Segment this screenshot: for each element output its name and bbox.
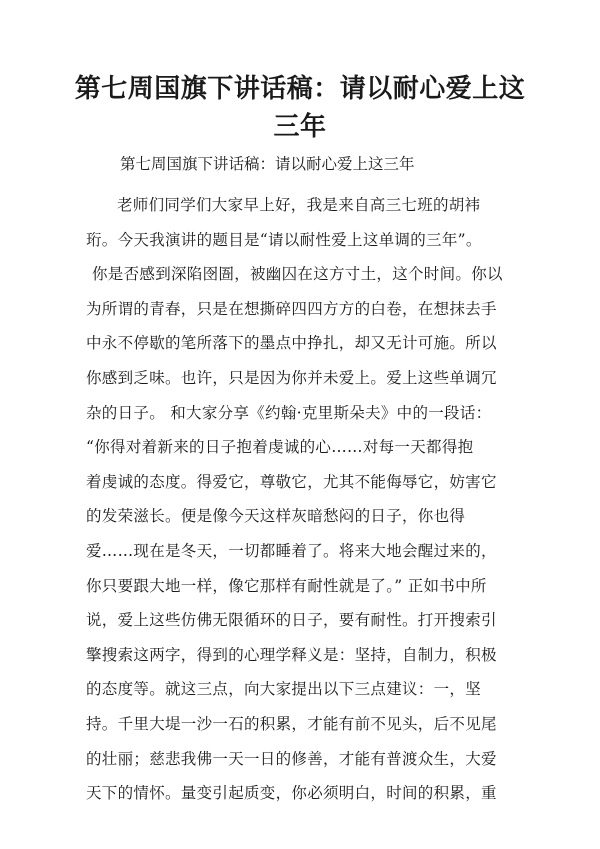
body-line: 你感到乏味。也许，只是因为你并未爱上。爱上这些单调冗 (86, 368, 497, 387)
body-line: 的态度等。就这三点，向大家提出以下三点建议：一，坚 (86, 680, 482, 699)
body-line: 的发荣滋长。便是像今天这样灰暗愁闷的日子，你也得 (86, 507, 466, 526)
body-line: 你只要跟大地一样，像它那样有耐性就是了。” 正如书中所 (86, 576, 487, 595)
body-line: 天下的情怀。量变引起质变，你必须明白，时间的积累，重 (86, 784, 497, 803)
body-line: 中永不停歇的笔所落下的墨点中挣扎，却又无计可施。所以 (86, 334, 497, 353)
document-subtitle: 第七周国旗下讲话稿：请以耐心爱上这三年 (120, 155, 415, 173)
body-line: 杂的日子。 和大家分享《约翰·克里斯朵夫》中的一段话： (86, 403, 492, 422)
document-title (70, 70, 530, 146)
title-line-2: 三年 (273, 112, 327, 142)
document-body (86, 188, 526, 811)
body-line: 你是否感到深陷囹圄，被幽囚在这方寸土，这个时间。你以 (92, 265, 503, 284)
body-line: 爱……现在是冬天，一切都睡着了。将来大地会醒过来的， (86, 541, 497, 560)
title-line-1: 第七周国旗下讲话稿：请以耐心爱上这 (74, 74, 526, 104)
body-line: 说，爱上这些仿佛无限循环的日子，要有耐性。打开搜索引 (86, 611, 497, 630)
body-line: “你得对着新来的日子抱着虔诚的心……对每一天都得抱 (86, 438, 474, 457)
body-line: 珩。今天我演讲的题目是“请以耐性爱上这单调的三年”。 (86, 230, 482, 249)
body-line: 擎搜索这两字，得到的心理学释义是：坚持，自制力，积极 (86, 645, 497, 664)
body-line: 为所谓的青春，只是在想撕碎四四方方的白卷，在想抹去手 (86, 299, 497, 318)
body-line: 的壮丽；慈悲我佛一天一日的修善，才能有普渡众生，大爱 (86, 749, 497, 768)
body-line: 持。千里大堤一沙一石的积累，才能有前不见头，后不见尾 (86, 714, 497, 733)
body-line: 着虔诚的态度。得爱它，尊敬它，尤其不能侮辱它，妨害它 (86, 472, 497, 491)
body-line: 老师们同学们大家早上好，我是来自高三七班的胡袆 (117, 196, 481, 214)
